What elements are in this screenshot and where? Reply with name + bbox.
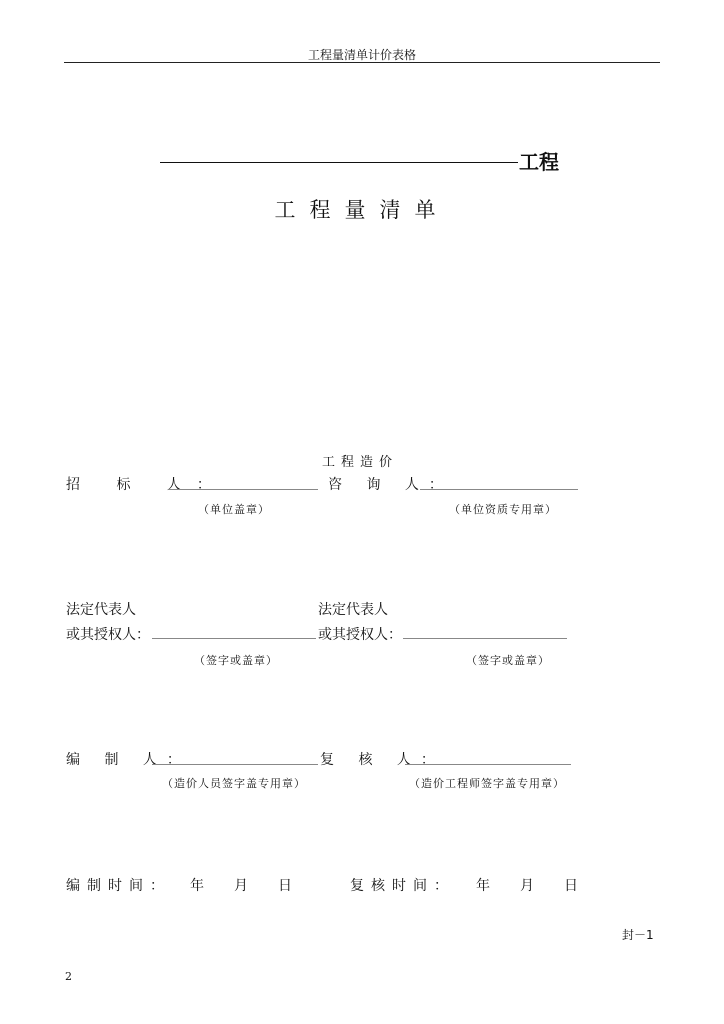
project-suffix: 工程 [519, 150, 559, 174]
compile-day-label: 日 [278, 878, 292, 894]
legal-rep-right-signature-line[interactable] [403, 638, 567, 639]
header-divider [64, 62, 660, 63]
review-day-label: 日 [564, 878, 578, 894]
project-name-blank [160, 162, 518, 163]
reviewer-signature-line[interactable] [405, 764, 571, 765]
legal-rep-left-signature-line[interactable] [152, 638, 316, 639]
legal-rep-right-note: （签字或盖章） [466, 654, 550, 667]
legal-rep-left-note: （签字或盖章） [194, 654, 278, 667]
legal-rep-left-line2: 或其授权人： [66, 627, 150, 643]
tenderer-note: （单位盖章） [198, 503, 270, 516]
header-title: 工程量清单计价表格 [307, 48, 416, 62]
page-number: 2 [65, 970, 72, 983]
document-title: 工程量清单 [274, 198, 450, 222]
legal-rep-left-line1: 法定代表人 [66, 602, 136, 618]
compiler-signature-line[interactable] [152, 764, 318, 765]
page-code: 封－1 [622, 928, 654, 942]
legal-rep-right-line1: 法定代表人 [318, 602, 388, 618]
tenderer-label: 招 标 人： [66, 477, 227, 493]
consultant-signature-line[interactable] [420, 489, 578, 490]
compiler-note: （造价人员签字盖专用章） [162, 777, 306, 790]
compile-time-label: 编制时间： [66, 878, 171, 894]
legal-rep-right-line2: 或其授权人： [318, 627, 402, 643]
reviewer-note: （造价工程师签字盖专用章） [409, 777, 565, 790]
consultant-label: 咨 询 人： [328, 477, 453, 493]
tenderer-signature-line[interactable] [168, 489, 318, 490]
review-year-label: 年 [476, 878, 490, 894]
compile-year-label: 年 [190, 878, 204, 894]
cost-label: 工程造价 [322, 455, 399, 470]
review-time-label: 复核时间： [350, 878, 455, 894]
reviewer-label: 复 核 人： [320, 752, 445, 768]
compile-month-label: 月 [234, 878, 248, 894]
consultant-note: （单位资质专用章） [449, 503, 557, 516]
review-month-label: 月 [520, 878, 534, 894]
compiler-label: 编 制 人： [66, 752, 191, 768]
